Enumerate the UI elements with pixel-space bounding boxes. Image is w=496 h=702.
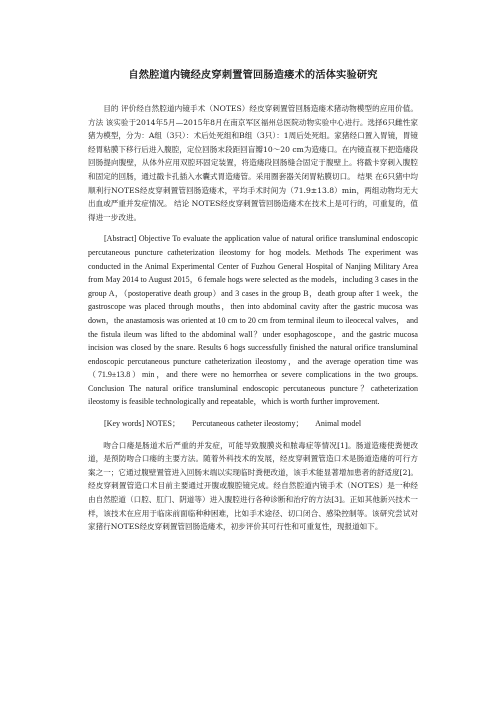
- keywords-label: [Key words] NOTES；: [104, 419, 180, 429]
- abstract-chinese: 目的 评价经自然腔道内镜手术（NOTES）经皮穿刺置管回肠造瘘术猪动物模型的应用价值。方法 该实验于2014年5月—2015年8月在南京军区福州总医院动物实验中心进行。选择6只雌性家猪为模型，分为：A组（3只）：术后处死组和B组（3只）：1周后处死组。家猪经口置入胃镜，胃镜经胃粘膜下移行后进入腹腔，定位回肠末段距回盲瓣10～20 cm为造瘘口。在内镜直视下把造瘘段回肠提向腹壁，从体外应用双腔环固定装置，将造瘘段回肠缝合固定于腹壁上。将戳卡穿刺入腹腔和固定的回肠，通过戳卡孔插入水囊式胃造瘘管。采用圈套器关闭胃粘膜切口。 结果 在6只猪中均顺利行NOTES经皮穿刺置管回肠造瘘术，平均手术时间为（71.9±13.8）min，两组动物均无大出血或严重并发症情况。 结论 NOTES经皮穿刺置管回肠造瘘术在技术上是可行的，可重复的，值得进一步改进。: [88, 104, 418, 222]
- keyword-item: Animal model: [315, 419, 362, 429]
- keywords: [88, 417, 418, 431]
- keyword-item: Percutaneous catheter ileostomy；: [192, 419, 304, 429]
- abstract-english: [Abstract] Objective To evaluate the application value of natural orifice transluminal endoscopic percutaneous puncture catheterization ileostomy for hog models. Methods The experiment was conducted in the Animal Experimental Center of Fuzhou General Hospital of Nanjing Military Area from May 2014 to August 2015，6 female hogs were selected as the models，including 3 cases in the group A，（postoperative death group）and 3 cases in the group B，death group after 1 week，the gastroscope was placed through mouths，then into abdominal cavity after the gastric mucosa was down，the anastamosis was oriented at 10 cm to 20 cm from terminal ileum to ileocecal valves， and the fistula ileum was lifted to the abdominal wall？under esophagoscope，and the gastric mucosa incision was closed by the snare. Results 6 hogs successfully finished the natural orifice transluminal endoscopic percutaneous puncture catheterization ileostomy，and the average operation time was（71.9±13.8）min，and there were no hemorrhea or severe complications in the two groups. Conclusion The natural orifice transluminal endoscopic percutaneous puncture？catheterization ileostomy is feasible technologically and repeatable，which is worth further improvement.: [88, 234, 418, 407]
- introduction-paragraph: 吻合口瘘是肠道术后严重的并发症，可能导致腹膜炎和脓毒症等情况[1]。肠道造瘘使粪便改道，是预防吻合口瘘的主要方法。随着外科技术的发展，经皮穿刺置管造口术是肠道造瘘的可行方案之一；它通过腹壁置管进入回肠末端以实现临时粪便改道，该手术能显著增加患者的舒适度[2]。经皮穿刺置管造口术目前主要通过开腹或腹腔镜完成。经自然腔道内镜手术（NOTES）是一种经由自然腔道（口腔、肛门、阴道等）进入腹腔进行各种诊断和治疗的方法[3]。正如其他新兴技术一样，该技术在应用于临床前面临种种困难，比如手术途径、切口闭合、感染控制等。该研究尝试对家猪行NOTES经皮穿刺置管回肠造瘘术，初步评价其可行性和可重复性，现报道如下。: [88, 440, 418, 532]
- page-title: 自然腔道内镜经皮穿刺置管回肠造瘘术的活体实验研究: [128, 69, 378, 81]
